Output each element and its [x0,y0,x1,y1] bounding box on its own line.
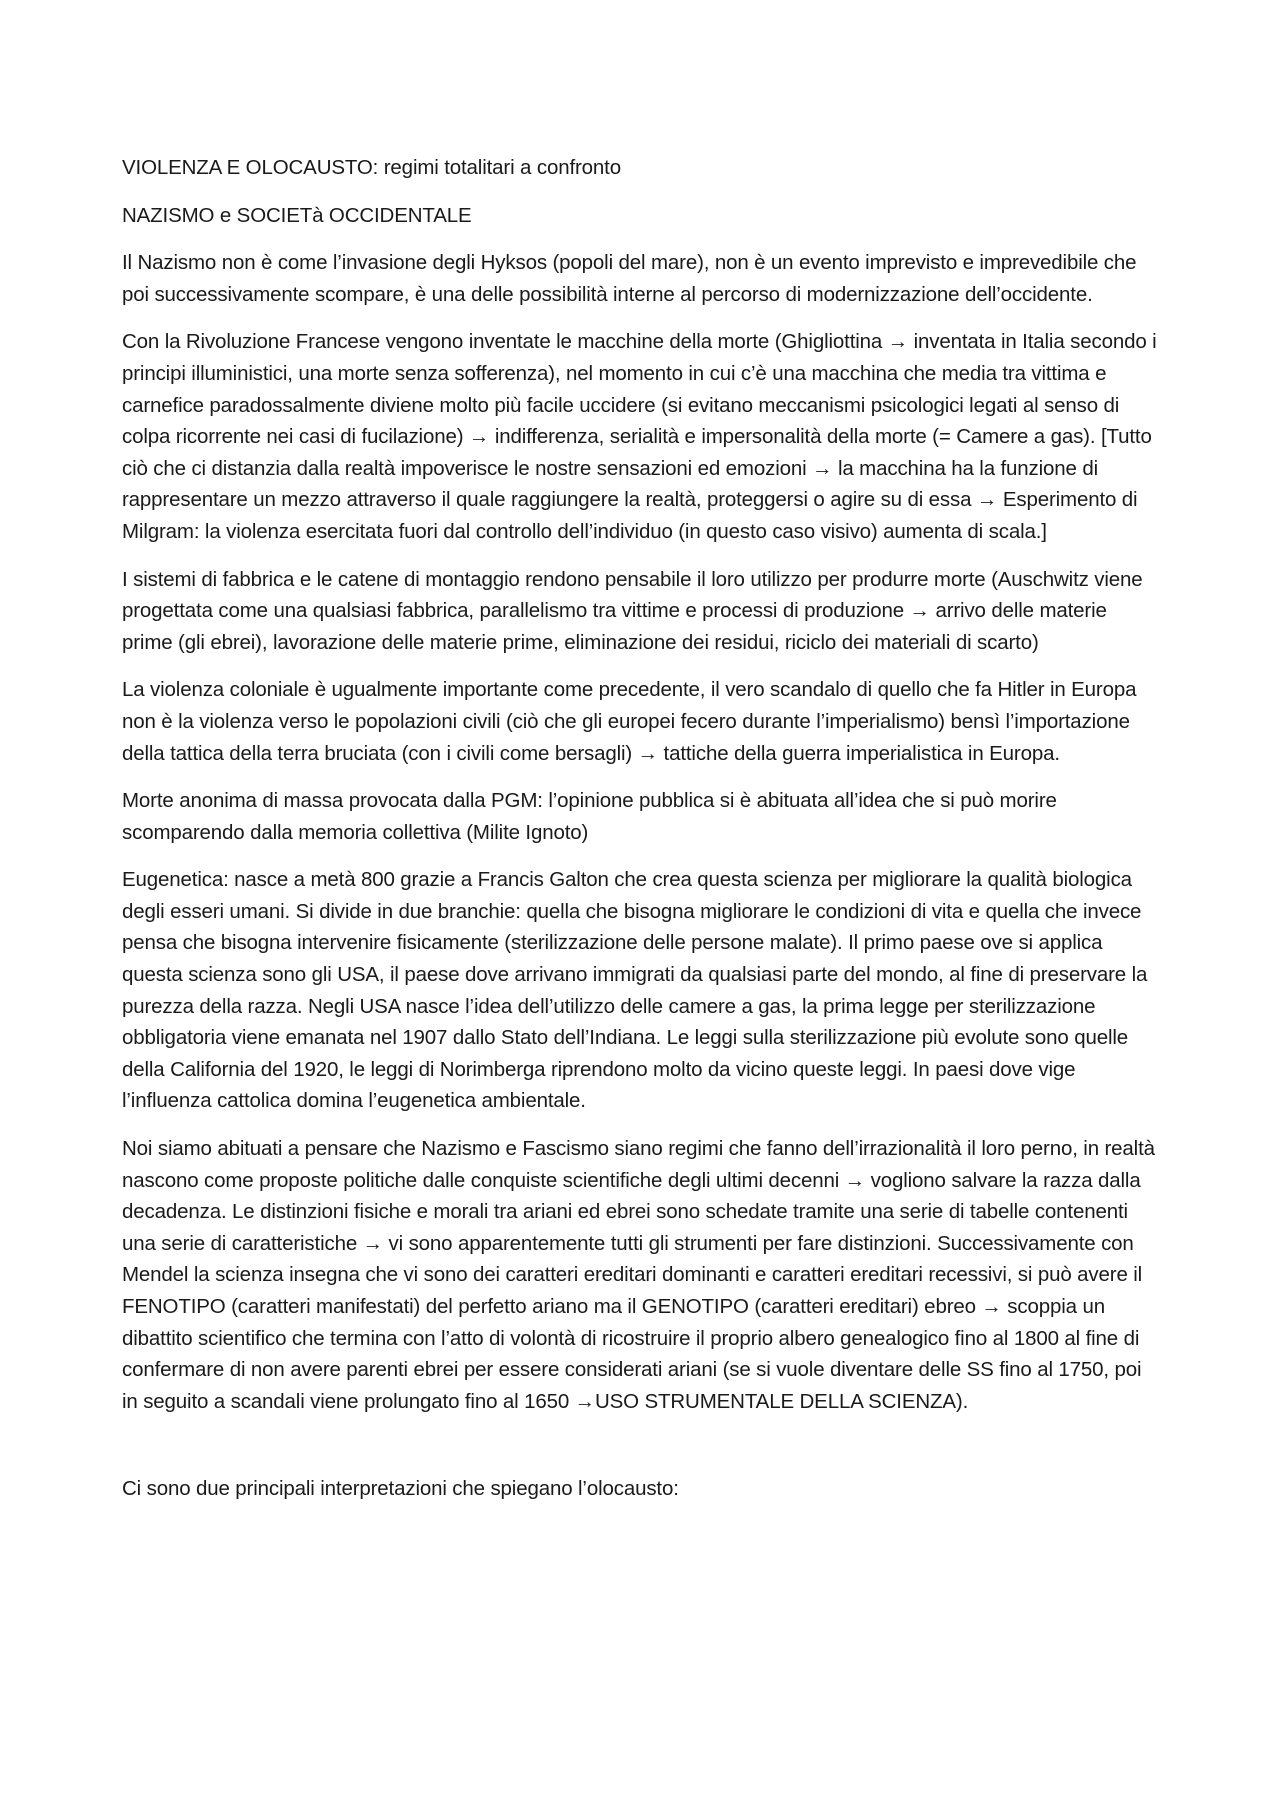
paragraph-fabbrica: I sistemi di fabbrica e le catene di montaggio rendono pensabile il loro utilizzo per produrre morte (Auschwitz viene progettata come una qualsiasi fabbrica, parallelismo tra vittime e processi di produzione → arrivo delle materie prime (gli ebrei), lavorazione delle materie prime, eliminazione dei residui, riciclo dei materiali di scarto) [122,567,1143,654]
document-title: VIOLENZA E OLOCAUSTO: regimi totalitari a confronto [122,156,621,179]
paragraph-scienza: Noi siamo abituati a pensare che Nazismo e Fascismo siano regimi che fanno dell’irrazionalità il loro perno, in realtà nascono come proposte politiche dalle conquiste scientifiche degli ultimi decenni → vogliono salvare la razza dalla decadenza. Le distinzioni fisiche e morali tra ariani ed ebrei sono schedate tramite una serie di tabelle contenenti una serie di caratteristiche → vi sono apparentemente tutti gli strumenti per fare distinzioni. Successivamente con Mendel la scienza insegna che vi sono dei caratteri ereditari dominanti e caratteri ereditari recessivi, si può avere il FENOTIPO (caratteri manifestati) del perfetto ariano ma il GENOTIPO (caratteri ereditari) ebreo → scoppia un dibattito scientifico che termina con l’atto di volontà di ricostruire il proprio albero genealogico fino al 1800 al fine di confermare di non avere parenti ebrei per essere considerati ariani (se si vuole diventare delle SS fino al 1750, poi in seguito a scandali viene prolungato fino al 1650 →USO STRUMENTALE DELLA SCIENZA). [122,1137,1155,1413]
paragraph-eugenetica: Eugenetica: nasce a metà 800 grazie a Francis Galton che crea questa scienza per migliorare la qualità biologica degli esseri umani. Si divide in due branchie: quella che bisogna migliorare le condizioni di vita e quella che invece pensa che bisogna intervenire fisicamente (sterilizzazione delle persone malate). Il primo paese ove si applica questa scienza sono gli USA, il paese dove arrivano immigrati da qualsiasi parte del mondo, al fine di preservare la purezza della razza. Negli USA nasce l’idea dell’utilizzo delle camere a gas, la prima legge per sterilizzazione obbligatoria viene emanata nel 1907 dallo Stato dell’Indiana. Le leggi sulla sterilizzazione più evolute sono quelle della California del 1920, le leggi di Norimberga riprendono molto da vicino queste leggi. In paesi dove vige l’influenza cattolica domina l’eugenetica ambientale. [122,868,1148,1113]
paragraph-violenza-coloniale: La violenza coloniale è ugualmente importante come precedente, il vero scandalo di quello che fa Hitler in Europa non è la violenza verso le popolazioni civili (ciò che gli europei fecero durante l’imperialismo) bensì l’importazione della tattica della terra bruciata (con i civili come bersagli) → tattiche della guerra imperialistica in Europa. [122,678,1137,765]
paragraph-morte-anonima: Morte anonima di massa provocata dalla PGM: l’opinione pubblica si è abituata all’idea che si può morire scomparendo dalla memoria collettiva (Milite Ignoto) [122,789,1057,844]
paragraph-hyksos: Il Nazismo non è come l’invasione degli Hyksos (popoli del mare), non è un evento imprevisto e imprevedibile che poi successivamente scompare, è una delle possibilità interne al percorso di modernizzazione dell’occidente. [122,251,1137,306]
section-heading: NAZISMO e SOCIETà OCCIDENTALE [122,203,472,227]
paragraph-rivoluzione-francese: Con la Rivoluzione Francese vengono inventate le macchine della morte (Ghigliottina → inventata in Italia secondo i principi illuministici, una morte senza sofferenza), nel momento in cui c’è una macchina che media tra vittima e carnefice paradossalmente diviene molto più facile uccidere (si evitano meccanismi psicologici legati al senso di colpa ricorrente nei casi di fucilazione) → indifferenza, serialità e impersonalità della morte (= Camere a gas). [Tutto ciò che ci distanzia dalla realtà impoverisce le nostre sensazioni ed emozioni → la macchina ha la funzione di rappresentare un mezzo attraverso il quale raggiungere la realtà, proteggersi o agire su di essa → Esperimento di Milgram: la violenza esercitata fuori dal controllo dell’individuo (in questo caso visivo) aumenta di scala.] [122,330,1157,543]
paragraph-interpretazioni: Ci sono due principali interpretazioni che spiegano l’olocausto: [122,1477,679,1501]
document-body [122,152,1162,1521]
